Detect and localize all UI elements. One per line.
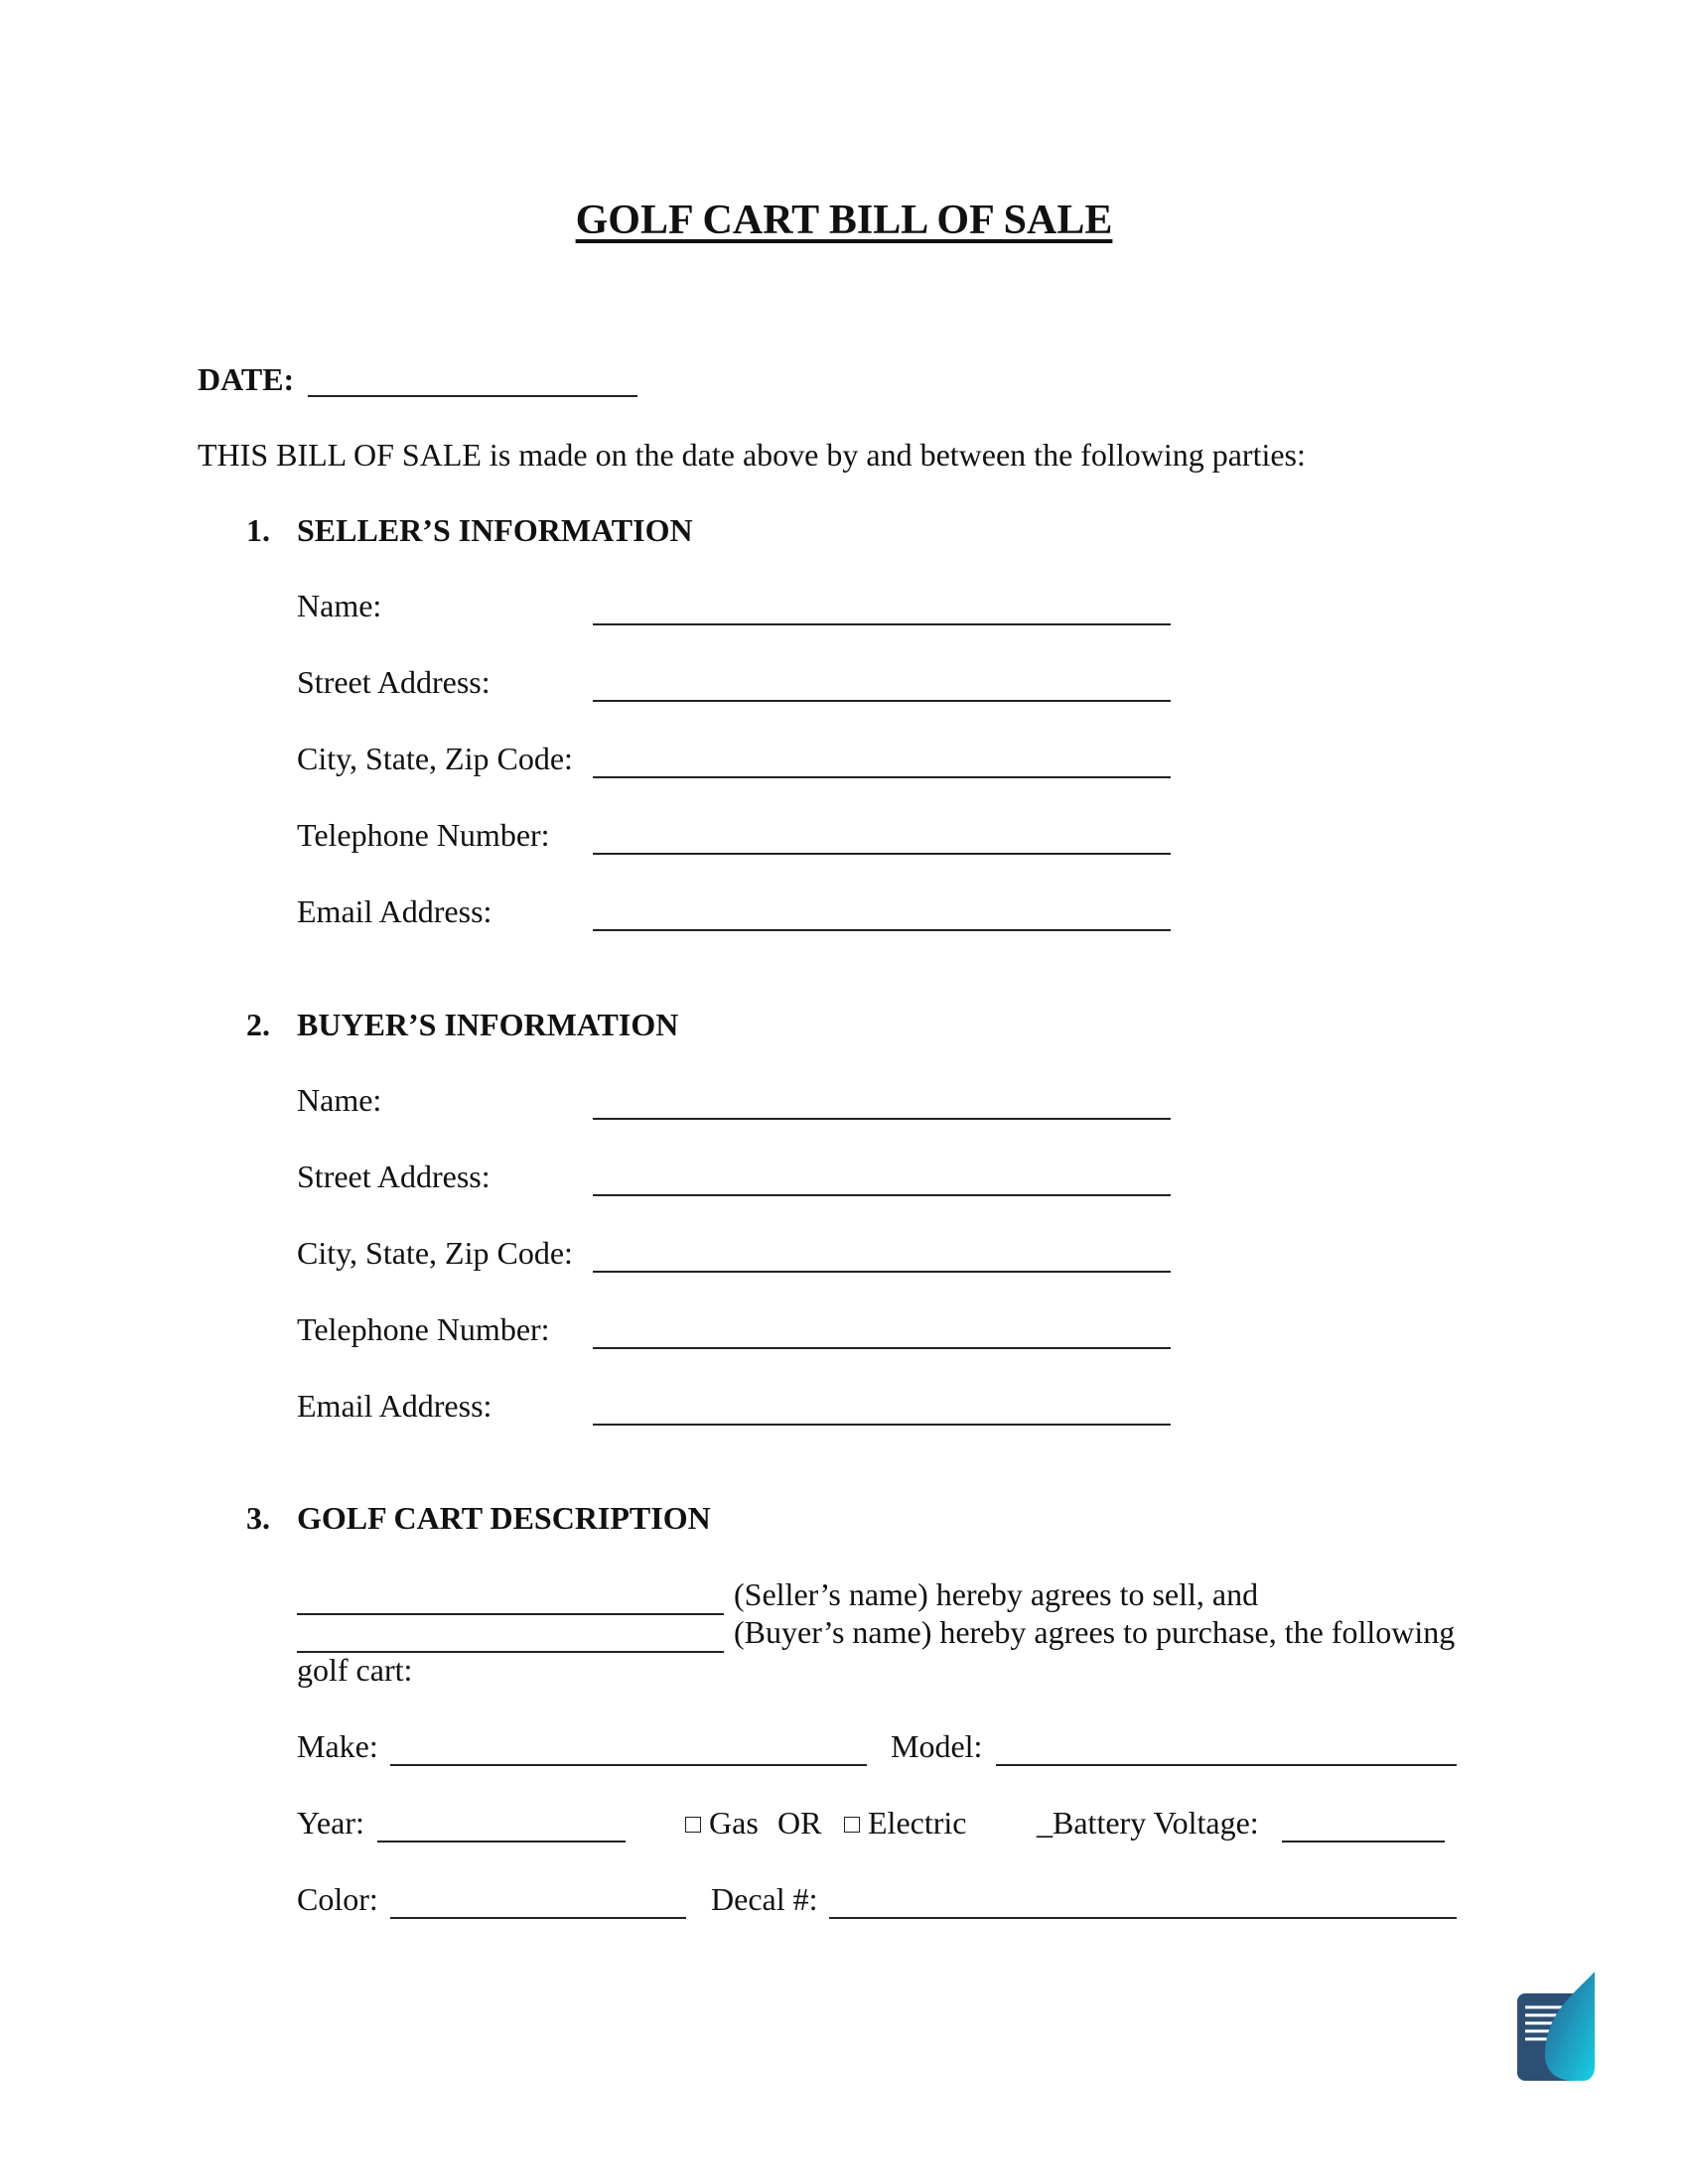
color-label: Color: — [297, 1881, 378, 1917]
seller-city-label: City, State, Zip Code: — [297, 741, 573, 776]
buyer-name-label: Name: — [297, 1082, 382, 1118]
seller-street-label: Street Address: — [297, 664, 491, 700]
make-field[interactable] — [390, 1764, 867, 1766]
buyer-name-field[interactable] — [593, 1118, 1171, 1120]
model-label: Model: — [891, 1728, 983, 1764]
decal-field[interactable] — [829, 1917, 1457, 1919]
buyer-street-label: Street Address: — [297, 1159, 491, 1194]
seller-street-field[interactable] — [593, 700, 1171, 702]
buyer-phone-field[interactable] — [593, 1347, 1171, 1349]
decal-label: Decal #: — [711, 1881, 818, 1917]
model-field[interactable] — [996, 1764, 1457, 1766]
electric-option[interactable] — [844, 1805, 966, 1842]
or-text: OR — [777, 1805, 822, 1841]
intro-text: THIS BILL OF SALE is made on the date above by and between the following parties: — [198, 437, 1306, 473]
section-1-title: SELLER’S INFORMATION — [297, 512, 693, 548]
section-2-number: 2. — [246, 1007, 270, 1042]
seller-name-blank[interactable] — [297, 1613, 724, 1615]
seller-name-label: Name: — [297, 588, 382, 623]
golf-cart-text: golf cart: — [297, 1652, 413, 1688]
date-label: DATE: — [198, 361, 295, 397]
seller-email-label: Email Address: — [297, 893, 492, 929]
seller-name-field[interactable] — [593, 623, 1171, 625]
battery-voltage-field[interactable] — [1282, 1841, 1445, 1843]
section-2-title: BUYER’S INFORMATION — [297, 1007, 679, 1042]
section-3-number: 3. — [246, 1500, 270, 1536]
color-field[interactable] — [390, 1917, 686, 1919]
battery-voltage-label: _Battery Voltage: — [1037, 1805, 1259, 1841]
date-field[interactable] — [308, 395, 637, 397]
seller-email-field[interactable] — [593, 929, 1171, 931]
seller-city-field[interactable] — [593, 776, 1171, 778]
make-label: Make: — [297, 1728, 378, 1764]
gas-checkbox[interactable] — [685, 1817, 701, 1833]
buyer-street-field[interactable] — [593, 1194, 1171, 1196]
document-title: GOLF CART BILL OF SALE — [575, 198, 1113, 243]
year-label: Year: — [297, 1805, 364, 1841]
section-3-title: GOLF CART DESCRIPTION — [297, 1500, 711, 1536]
seller-phone-field[interactable] — [593, 853, 1171, 855]
gas-label: Gas — [709, 1805, 759, 1841]
seller-phone-label: Telephone Number: — [297, 817, 550, 853]
gas-option[interactable] — [685, 1805, 759, 1842]
seller-agreement-text: (Seller’s name) hereby agrees to sell, and — [734, 1576, 1259, 1612]
buyer-phone-label: Telephone Number: — [297, 1311, 550, 1347]
buyer-city-field[interactable] — [593, 1271, 1171, 1273]
buyer-agreement-text: (Buyer’s name) hereby agrees to purchase, the following — [734, 1614, 1456, 1650]
section-1-number: 1. — [246, 512, 270, 548]
electric-checkbox[interactable] — [844, 1817, 860, 1833]
buyer-email-field[interactable] — [593, 1424, 1171, 1426]
electric-label: Electric — [868, 1805, 967, 1841]
year-field[interactable] — [377, 1841, 626, 1843]
buyer-email-label: Email Address: — [297, 1388, 492, 1424]
document-leaf-icon — [1517, 1972, 1595, 2081]
buyer-city-label: City, State, Zip Code: — [297, 1235, 573, 1271]
